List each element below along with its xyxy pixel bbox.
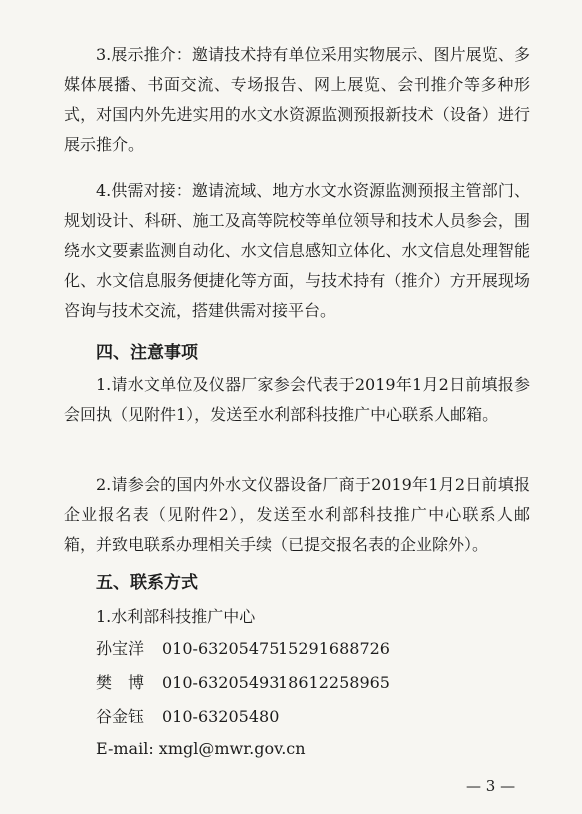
- section-heading-contact: 五、联系方式: [96, 573, 198, 593]
- contact-mobile: 15291688726: [278, 639, 390, 658]
- section-heading-notes: 四、注意事项: [96, 343, 198, 363]
- contact-phone: 010-63205475: [162, 639, 280, 658]
- contact-row: [96, 634, 390, 664]
- contact-org: 1.水利部科技推广中心: [96, 607, 256, 626]
- contact-name: 孙宝洋: [96, 639, 145, 658]
- notes-item-2: 2.请参会的国内外水文仪器设备厂商于2019年1月2日前填报企业报名表（见附件2），发送至水利部科技推广中心联系人邮箱，并致电联系办理相关手续（已提交报名表的企业除外）。: [64, 475, 530, 554]
- contact-phone: 010-63205493: [162, 673, 280, 692]
- page-number: — 3 —: [466, 777, 516, 795]
- contact-email: E-mail: xmgl@mwr.gov.cn: [96, 739, 306, 758]
- paragraph-supply-demand: 4.供需对接：邀请流域、地方水文水资源监测预报主管部门、规划设计、科研、施工及高等院校等单位领导和技术人员参会，围绕水文要素监测自动化、水文信息感知立体化、水文信息处理智能化、水文信息服务便捷化等方面，与技术持有（推介）方开展现场咨询与技术交流，搭建供需对接平台。: [64, 181, 530, 320]
- contact-name: 樊 博: [96, 673, 145, 692]
- contact-phone: 010-63205480: [162, 707, 280, 726]
- contact-mobile: 18612258965: [278, 673, 390, 692]
- paragraph-display-promotion: 3.展示推介：邀请技术持有单位采用实物展示、图片展览、多媒体展播、书面交流、专场报告、网上展览、会刊推介等多种形式，对国内外先进实用的水文水资源监测预报新技术（设备）进行展示推介。: [64, 45, 530, 154]
- contact-row: [96, 668, 390, 698]
- contact-name: 谷金钰: [96, 707, 145, 726]
- notes-item-1: 1.请水文单位及仪器厂家参会代表于2019年1月2日前填报参会回执（见附件1），发送至水利部科技推广中心联系人邮箱。: [64, 375, 530, 424]
- contact-row: [96, 702, 278, 732]
